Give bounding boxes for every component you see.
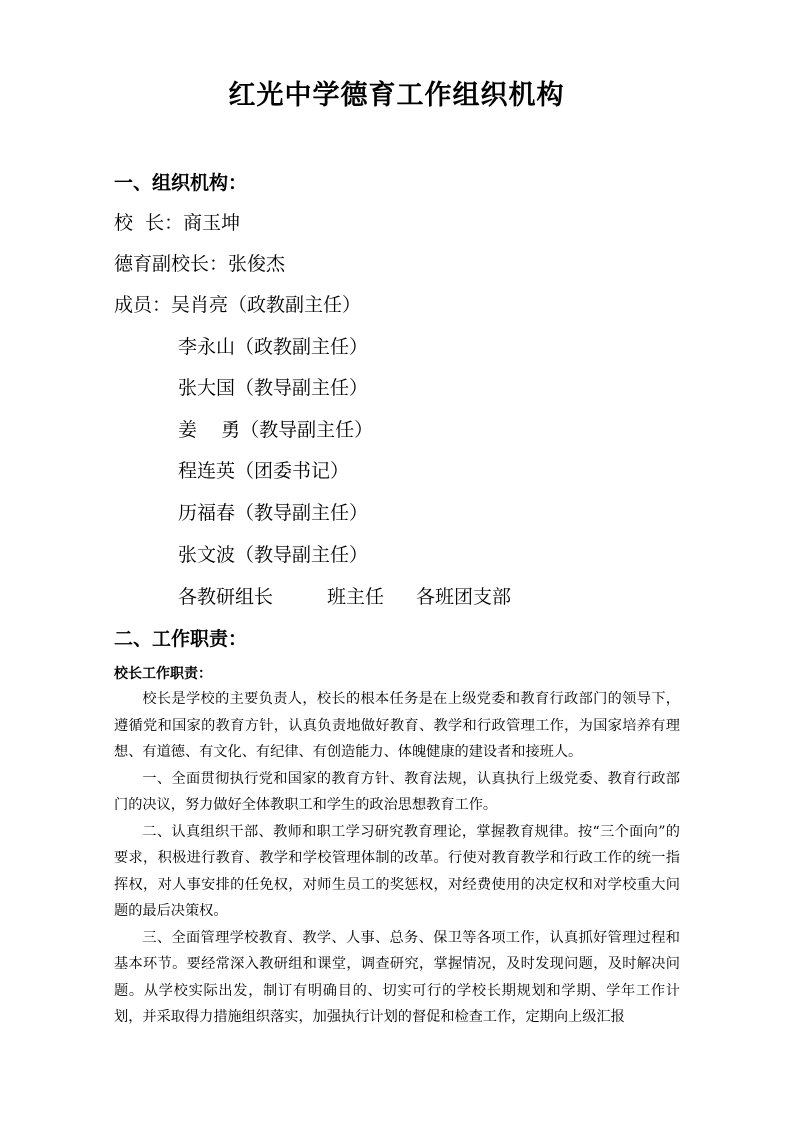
member-item: 张文波（教导副主任） (178, 544, 369, 566)
members-first-line: 成员：吴肖亮（政教副主任） (114, 294, 362, 316)
other-roles-line (178, 584, 511, 610)
member-item: 程连英（团委书记） (178, 460, 350, 482)
duty-paragraph: 一、全面贯彻执行党和国家的教育方针、教育法规，认真执行上级党委、教育行政部门的决议，努力做好全体教职工和学生的政治思想教育工作。 (114, 770, 680, 813)
role-research-group-leaders: 各教研组长 (178, 586, 274, 608)
vice-principal-line: 德育副校长：张俊杰 (114, 253, 286, 275)
section-heading-duties: 二、工作职责： (114, 628, 248, 650)
duty-paragraph: 二、认真组织干部、教师和职工学习研究教育理论，掌握教育规律。按“三个面向”的要求，积极进行教育、教学和学校管理体制的改革。行使对教育教学和行政工作的统一指挥权，对人事安排的任免权，对师生员工的奖惩权，对经费使用的决定权和对学校重大问题的最后决策权。 (114, 823, 680, 919)
member-item: 张大国（教导副主任） (178, 377, 369, 399)
section-heading-organization: 一、组织机构： (114, 172, 248, 194)
duty-paragraph: 校长是学校的主要负责人，校长的根本任务是在上级党委和教育行政部门的领导下，遵循党和国家的教育方针，认真负责地做好教育、教学和行政管理工作，为国家培养有理想、有道德、有文化、有纪律、有创造能力、体魄健康的建设者和接班人。 (114, 691, 680, 760)
member-item: 李永山（政教副主任） (178, 336, 369, 358)
role-class-teacher: 班主任 (327, 586, 385, 608)
principal-line: 校 长：商玉坤 (114, 212, 241, 234)
role-class-league-branch: 各班团支部 (416, 586, 512, 608)
page-title: 红光中学德育工作组织机构 (228, 80, 565, 111)
member-item: 历福春（教导副主任） (178, 502, 369, 524)
duty-paragraph: 三、全面管理学校教育、教学、人事、总务、保卫等各项工作，认真抓好管理过程和基本环节。要经常深入教研组和课堂，调查研究，掌握情况，及时发现问题，及时解决问题。从学校实际出发，制订有明确目的、切实可行的学校长期规划和学期、学年工作计划，并采取得力措施组织落实，加强执行计划的督促和检查工作，定期向上级汇报 (114, 929, 680, 1025)
principal-duties-subheading: 校长工作职责： (114, 666, 212, 682)
member-item: 姜 勇（教导副主任） (178, 419, 374, 441)
principal-duties-body (114, 686, 680, 1031)
